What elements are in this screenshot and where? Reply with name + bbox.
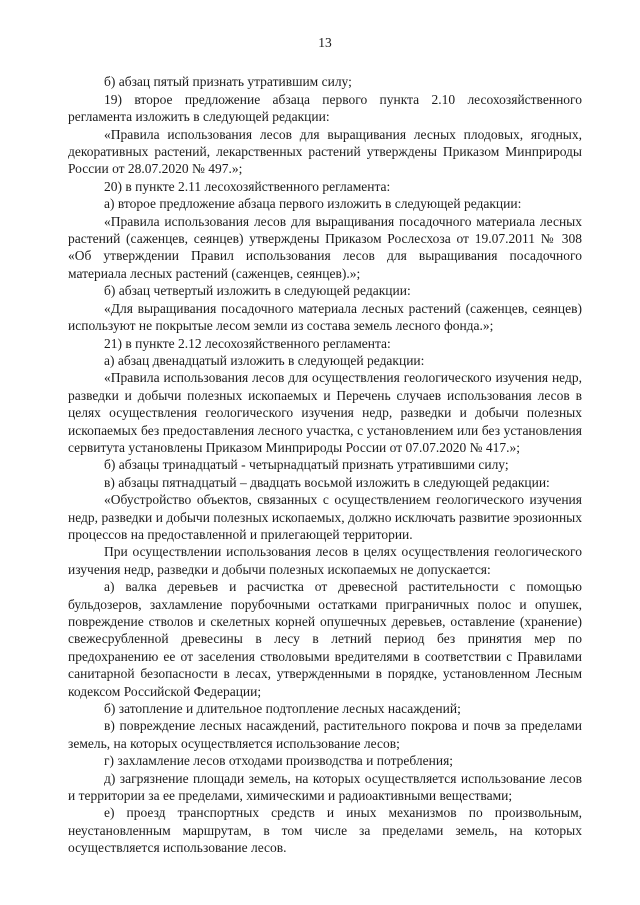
paragraph: а) второе предложение абзаца первого изложить в следующей редакции:: [104, 196, 522, 212]
paragraph: б) абзац четвертый изложить в следующей редакции:: [104, 283, 411, 299]
paragraph: а) валка деревьев и расчистка от древесной растительности с помощью бульдозеров, захламление порубочными остатками приграничных полос и опушек, повреждение стволов и скелетных корней опушечных деревьев, оставление (хранение) свежесрубленной древесины в лесу в летний период без принятия мер по предохранению ее от заселения стволовыми вредителями в соответствии с Правилами санитарной безопасности в лесах, утвержденными в порядке, установленном Лесным кодексом Российской Федерации;: [68, 579, 582, 699]
paragraph: е) проезд транспортных средств и иных механизмов по произвольным, неустановленным маршрутам, в том числе за пределами земель, на которых осуществляется использование лесов.: [68, 805, 582, 856]
paragraph: в) абзацы пятнадцатый – двадцать восьмой изложить в следующей редакции:: [104, 474, 550, 490]
paragraph: г) захламление лесов отходами производства и потребления;: [104, 753, 454, 769]
page-number: 13: [318, 35, 332, 50]
paragraph: б) абзацы тринадцатый - четырнадцатый признать утратившими силу;: [104, 457, 509, 473]
paragraph: «Обустройство объектов, связанных с осуществлением геологического изучения недр, разведки и добычи полезных ископаемых, должно исключать развитие эрозионных процессов на предоставленной и прилегающей территории.: [68, 492, 582, 542]
paragraph: а) абзац двенадцатый изложить в следующей редакции:: [104, 352, 425, 368]
paragraph: «Правила использования лесов для выращивания лесных плодовых, ягодных, декоративных растений, лекарственных растений утверждены Приказом Минприроды России от 28.07.2020 № 497.»;: [68, 126, 582, 177]
paragraph: в) повреждение лесных насаждений, растительного покрова и почв за пределами земель, на которых осуществляется использование лесов;: [68, 718, 582, 751]
paragraph: «Для выращивания посадочного материала лесных растений (саженцев, сеянцев) используют не покрытые лесом земли из состава земель лесного фонда.»;: [68, 300, 582, 334]
paragraph: 19) второе предложение абзаца первого пункта 2.10 лесохозяйственного регламента изложить в следующей редакции:: [68, 91, 582, 125]
paragraph: «Правила использования лесов для осуществления геологического изучения недр, разведки и добычи полезных ископаемых и Перечень случаев использования лесов в целях осуществления геологического изучения недр, разведки и добычи полезных ископаемых без предоставления лесного участка, с установлением или без установления сервитута установлены Приказом Минприроды России от 07.07.2020 № 417.»;: [68, 370, 582, 455]
paragraph: При осуществлении использования лесов в целях осуществления геологического изучения недр, разведки и добычи полезных ископаемых не допускается:: [68, 544, 582, 577]
paragraph: б) абзац пятый признать утратившим силу;: [104, 74, 352, 90]
paragraph: 21) в пункте 2.12 лесохозяйственного регламента:: [104, 335, 391, 351]
paragraph: б) затопление и длительное подтопление лесных насаждений;: [104, 701, 461, 717]
paragraph: д) загрязнение площади земель, на которых осуществляется использование лесов и территории за ее пределами, химическими и радиоактивными веществами;: [68, 770, 582, 804]
paragraph: 20) в пункте 2.11 лесохозяйственного регламента:: [104, 178, 391, 194]
paragraph: «Правила использования лесов для выращивания посадочного материала лесных растений (саженцев, сеянцев) утверждены Приказом Рослесхоза от 19.07.2011 № 308 «Об утверждении Правил использования лесов для выращивания посадочного материала лесных растений (саженцев, сеянцев).»;: [68, 213, 582, 281]
